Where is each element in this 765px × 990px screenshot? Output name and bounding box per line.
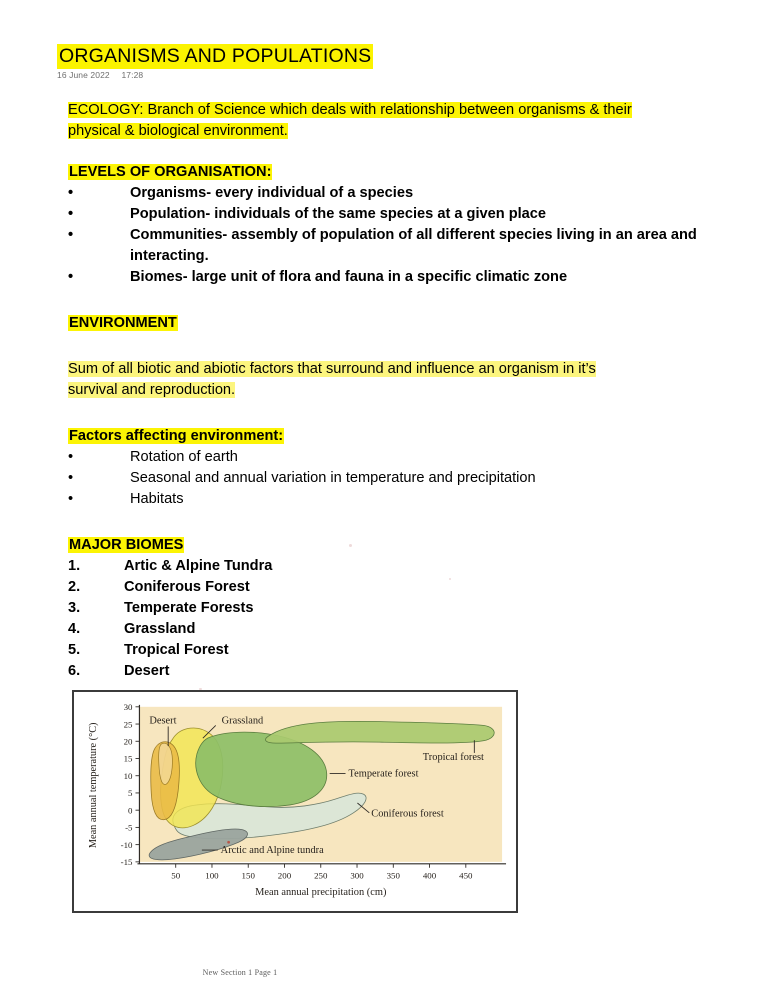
biome-chart xyxy=(80,697,510,907)
spacer xyxy=(68,288,708,313)
list-item-label: Grassland xyxy=(124,621,196,637)
x-tick-label: 400 xyxy=(422,870,437,881)
y-tick-label: -5 xyxy=(125,822,133,833)
region-label-grassland: Grassland xyxy=(221,715,264,727)
y-tick-label: 0 xyxy=(128,805,133,816)
bullet-icon: • xyxy=(68,206,74,222)
scan-speck xyxy=(449,578,451,580)
list-item-number: 3. xyxy=(68,600,81,616)
bullet-icon: • xyxy=(68,470,74,486)
list-item xyxy=(68,183,708,204)
list-item-label: Rotation of earth xyxy=(130,449,238,465)
list-item-label: Desert xyxy=(124,663,170,679)
biomes-heading-row xyxy=(68,535,708,556)
ecology-line-1: ECOLOGY: Branch of Science which deals with relationship between organisms & their xyxy=(68,102,632,118)
document-meta xyxy=(57,70,143,80)
levels-list xyxy=(68,183,708,288)
spacer xyxy=(68,142,708,162)
document-time: 17:28 xyxy=(121,70,144,80)
list-item xyxy=(68,577,708,598)
bullet-icon: • xyxy=(68,269,74,285)
list-item xyxy=(68,661,708,682)
x-tick-label: 200 xyxy=(277,870,292,881)
list-item-number: 2. xyxy=(68,579,81,595)
y-axis-ticks xyxy=(121,702,140,867)
environment-paragraph xyxy=(68,359,708,401)
scan-speck xyxy=(199,688,202,690)
ecology-line-2: physical & biological environment. xyxy=(68,123,288,139)
list-item-label: Seasonal and annual variation in temperature and precipitation xyxy=(130,470,536,486)
biome-chart-svg xyxy=(80,697,510,907)
environment-heading-row xyxy=(68,313,708,334)
list-item xyxy=(68,556,708,577)
y-tick-label: 30 xyxy=(123,702,133,713)
list-item xyxy=(68,619,708,640)
list-item xyxy=(68,640,708,661)
bullet-icon: • xyxy=(68,227,74,243)
region-label-tropical-forest: Tropical forest xyxy=(422,751,484,763)
x-axis-ticks xyxy=(171,864,473,881)
y-tick-label: 15 xyxy=(123,753,133,764)
list-item-number: 5. xyxy=(68,642,81,658)
document-body xyxy=(68,100,708,682)
list-item-number: 6. xyxy=(68,663,81,679)
list-item-label: Habitats xyxy=(130,491,184,507)
list-item-number: 4. xyxy=(68,621,81,637)
spacer xyxy=(68,510,708,535)
list-item-label: Organisms- every individual of a species xyxy=(130,185,414,201)
page-title-row xyxy=(57,44,373,69)
y-tick-label: 5 xyxy=(128,788,133,799)
list-item xyxy=(68,447,708,468)
bullet-icon: • xyxy=(68,491,74,507)
x-tick-label: 150 xyxy=(241,870,255,881)
x-tick-label: 250 xyxy=(314,870,328,881)
document-date: 16 June 2022 xyxy=(57,70,110,80)
region-desert-inner xyxy=(159,743,173,784)
biomes-list xyxy=(68,556,708,682)
x-axis-title: Mean annual precipitation (cm) xyxy=(255,887,387,899)
list-item xyxy=(68,489,708,510)
list-item-label: Tropical Forest xyxy=(124,642,229,658)
region-label-desert: Desert xyxy=(149,715,177,727)
levels-heading-row xyxy=(68,162,708,183)
spacer xyxy=(68,401,708,426)
ecology-paragraph xyxy=(68,100,708,142)
region-label-arctic-and-alpine-tundra: Arctic and Alpine tundra xyxy=(220,845,324,857)
list-item xyxy=(68,204,708,225)
x-tick-label: 50 xyxy=(171,870,181,881)
spacer xyxy=(68,334,708,359)
list-item-label: Artic & Alpine Tundra xyxy=(124,558,273,574)
y-tick-label: 10 xyxy=(123,770,133,781)
environment-line-1: Sum of all biotic and abiotic factors that surround and influence an organism in it’s xyxy=(68,361,596,377)
factors-heading-row xyxy=(68,426,708,447)
region-label-coniferous-forest: Coniferous forest xyxy=(371,808,444,820)
list-item xyxy=(68,468,708,489)
page-footer xyxy=(0,968,765,977)
y-tick-label: 25 xyxy=(123,719,133,730)
list-item xyxy=(68,598,708,619)
list-item-label: Temperate Forests xyxy=(124,600,254,616)
list-item-label: Coniferous Forest xyxy=(124,579,250,595)
y-tick-label: 20 xyxy=(123,736,133,747)
scan-mark xyxy=(227,841,230,844)
list-item-label: Population- individuals of the same species at a given place xyxy=(130,206,547,222)
environment-heading: ENVIRONMENT xyxy=(69,315,177,331)
environment-line-2: survival and reproduction. xyxy=(68,382,236,398)
list-item-label: Communities- assembly of population of all different species living in an area and interacting. xyxy=(130,227,697,264)
bullet-icon: • xyxy=(68,185,74,201)
x-tick-label: 300 xyxy=(350,870,364,881)
list-item xyxy=(68,225,708,267)
list-item-number: 1. xyxy=(68,558,81,574)
levels-heading: LEVELS OF ORGANISATION: xyxy=(69,164,272,180)
x-tick-label: 450 xyxy=(459,870,473,881)
scan-speck xyxy=(349,544,352,547)
biomes-heading: MAJOR BIOMES xyxy=(69,537,184,553)
y-tick-label: -15 xyxy=(120,857,133,868)
list-item-label: Biomes- large unit of flora and fauna in a specific climatic zone xyxy=(130,269,568,285)
bullet-icon: • xyxy=(68,449,74,465)
x-tick-label: 100 xyxy=(205,870,219,881)
y-tick-label: -10 xyxy=(120,839,133,850)
y-axis-title: Mean annual temperature (°C) xyxy=(87,722,99,849)
factors-heading: Factors affecting environment: xyxy=(69,428,284,444)
page-title: ORGANISMS AND POPULATIONS xyxy=(59,45,372,67)
biome-chart-figure xyxy=(72,690,518,913)
list-item xyxy=(68,267,708,288)
x-tick-label: 350 xyxy=(386,870,400,881)
footer-label: New Section 1 Page 1 xyxy=(202,968,278,977)
factors-list xyxy=(68,447,708,510)
region-label-temperate-forest: Temperate forest xyxy=(348,768,419,780)
